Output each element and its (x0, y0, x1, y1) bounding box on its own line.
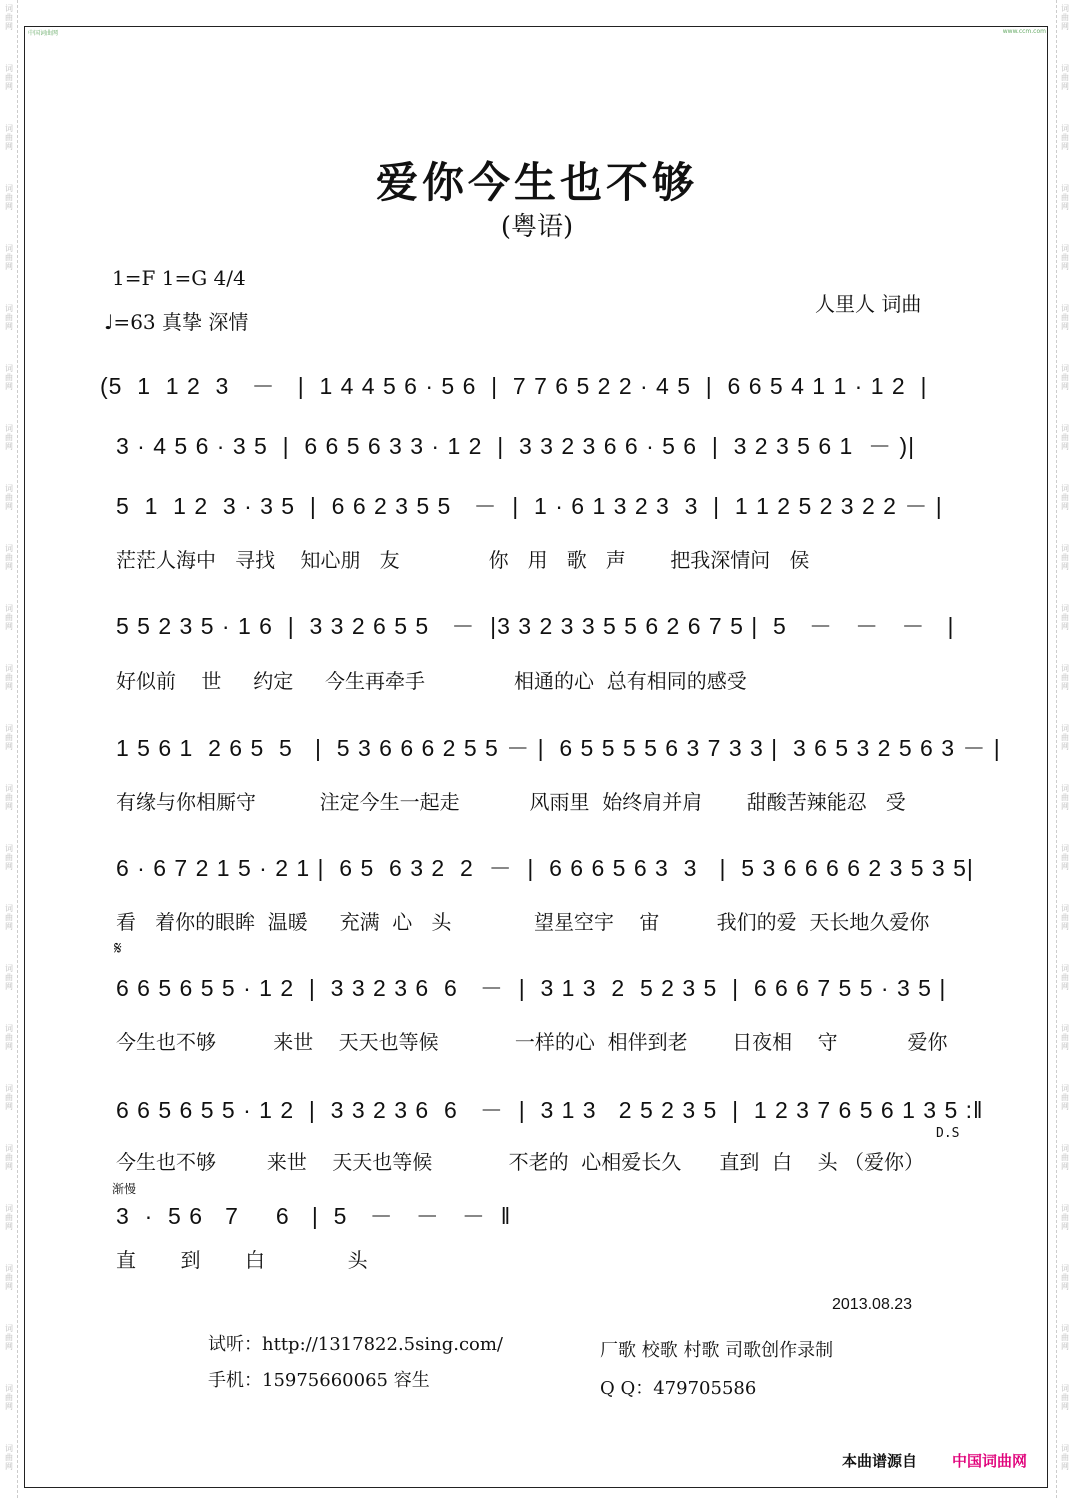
watermark-text: 词 曲 网 (1061, 1384, 1069, 1411)
watermark-text: 词 曲 网 (5, 64, 13, 91)
watermark-text: 词 曲 网 (5, 364, 13, 391)
phone-number: 手机：15975660065 容生 (208, 1370, 430, 1391)
ds-mark: D.S (936, 1126, 960, 1141)
key-signature: 1=F 1=G 4/4 (112, 266, 246, 290)
top-right-tag: www.ccm.com (1002, 28, 1046, 35)
watermark-text: 词 曲 网 (1061, 124, 1069, 151)
author-credit: 人里人 词曲 (815, 292, 922, 316)
watermark-text: 词 曲 网 (5, 1384, 13, 1411)
watermark-text: 词 曲 网 (1061, 964, 1069, 991)
music-line: 6 6 5 6 5 5 · 1 2 | 3 3 2 3 6 6 － | 3 1 3 2 5 2 3 5 | 1 2 3 7 6 5 6 1 3 5 :‖ (116, 1097, 984, 1123)
music-line: 5 1 1 2 3 · 3 5 | 6 6 2 3 5 5 － | 1 · 6 1 3 2 3 3 | 1 1 2 5 2 3 2 2 － | (116, 493, 943, 519)
watermark-text: 词 曲 网 (1061, 1084, 1069, 1111)
watermark-text: 词 曲 网 (1061, 424, 1069, 451)
watermark-text: 词 曲 网 (1061, 244, 1069, 271)
listen-link: 试听：http://1317822.5sing.com/ (208, 1334, 503, 1355)
watermark-text: 词 曲 网 (5, 904, 13, 931)
qq-number: Q Q：479705586 (600, 1378, 757, 1399)
watermark-text: 词 曲 网 (5, 184, 13, 211)
music-line: 1 5 6 1 2 6 5 5 | 5 3 6 6 6 2 5 5 － | 6 5 5 5 5 6 3 7 3 3 | 3 6 5 3 2 5 6 3 － | (116, 735, 1001, 761)
lyric-line: 今生也不够 来世 天天也等候 一样的心 相伴到老 日夜相 守 爱你 (116, 1030, 948, 1054)
watermark-text: 词 曲 网 (5, 1084, 13, 1111)
watermark-text: 词 曲 网 (5, 1144, 13, 1171)
watermark-text: 词 曲 网 (5, 1324, 13, 1351)
source-site: 中国词曲网 (952, 1452, 1028, 1470)
watermark-text: 词 曲 网 (5, 664, 13, 691)
watermark-text: 词 曲 网 (5, 304, 13, 331)
watermark-text: 词 曲 网 (1061, 484, 1069, 511)
slowing-mark: 渐慢 (112, 1182, 137, 1196)
watermark-text: 词 曲 网 (1061, 184, 1069, 211)
watermark-text: 词 曲 网 (1061, 544, 1069, 571)
watermark-text: 词 曲 网 (1061, 1204, 1069, 1231)
music-line: (5 1 1 2 3 － | 1 4 4 5 6 · 5 6 | 7 7 6 5 2 2 · 4 5 | 6 6 5 4 1 1 · 1 2 | (100, 373, 928, 399)
tempo-marking: ♩=63 真挚 深情 (104, 310, 249, 334)
watermark-text: 词 曲 网 (5, 424, 13, 451)
watermark-text: 词 曲 网 (5, 604, 13, 631)
production-note: 厂歌 校歌 村歌 司歌创作录制 (600, 1340, 834, 1361)
watermark-text: 词 曲 网 (5, 844, 13, 871)
lyric-line: 有缘与你相厮守 注定今生一起走 风雨里 始终肩并肩 甜酸苦辣能忍 受 (116, 790, 906, 814)
watermark-text: 词 曲 网 (5, 1444, 13, 1471)
watermark-text: 词 曲 网 (1061, 4, 1069, 31)
segno-mark: 𝄋 (114, 938, 122, 959)
watermark-text: 词 曲 网 (1061, 1444, 1069, 1471)
watermark-text: 词 曲 网 (1061, 364, 1069, 391)
watermark-text: 词 曲 网 (1061, 784, 1069, 811)
watermark-text: 词 曲 网 (5, 964, 13, 991)
watermark-text: 词 曲 网 (1061, 1144, 1069, 1171)
music-line: 3 · 4 5 6 · 3 5 | 6 6 5 6 3 3 · 1 2 | 3 3 2 3 6 6 · 5 6 | 3 2 3 5 6 1 － )| (116, 433, 916, 459)
watermark-text: 词 曲 网 (1061, 844, 1069, 871)
lyric-line: 今生也不够 来世 天天也等候 不老的 心相爱长久 直到 白 头 （爱你） (116, 1150, 924, 1174)
watermark-text: 词 曲 网 (1061, 304, 1069, 331)
lyric-line: 直 到 白 头 (116, 1248, 368, 1272)
watermark-text: 词 曲 网 (5, 1024, 13, 1051)
composition-date: 2013.08.23 (832, 1296, 913, 1313)
watermark-text: 词 曲 网 (5, 544, 13, 571)
top-left-tag: 中国词曲网 (28, 30, 59, 37)
watermark-text: 词 曲 网 (5, 484, 13, 511)
watermark-text: 词 曲 网 (5, 4, 13, 31)
watermark-text: 词 曲 网 (5, 244, 13, 271)
song-title: 爱你今生也不够 (375, 158, 698, 207)
song-subtitle: (粤语) (500, 212, 574, 242)
watermark-text: 词 曲 网 (1061, 1324, 1069, 1351)
music-line: 6 · 6 7 2 1 5 · 2 1 | 6 5 6 3 2 2 － | 6 6 6 5 6 3 3 | 5 3 6 6 6 6 2 3 5 3 5| (116, 855, 974, 881)
music-line: 6 6 5 6 5 5 · 1 2 | 3 3 2 3 6 6 － | 3 1 3 2 5 2 3 5 | 6 6 6 7 5 5 · 3 5 | (116, 975, 947, 1001)
lyric-line: 看 着你的眼眸 温暖 充满 心 头 望星空宇 宙 我们的爱 天长地久爱你 (116, 910, 930, 934)
watermark-text: 词 曲 网 (1061, 604, 1069, 631)
lyric-line: 好似前 世 约定 今生再牵手 相通的心 总有相同的感受 (116, 669, 747, 693)
watermark-text: 词 曲 网 (1061, 64, 1069, 91)
source-prefix: 本曲谱源自 (842, 1452, 918, 1470)
watermark-text: 词 曲 网 (5, 1264, 13, 1291)
watermark-text: 词 曲 网 (5, 784, 13, 811)
watermark-text: 词 曲 网 (1061, 664, 1069, 691)
lyric-line: 茫茫人海中 寻找 知心朋 友 你 用 歌 声 把我深情问 侯 (116, 548, 810, 572)
watermark-text: 词 曲 网 (1061, 904, 1069, 931)
watermark-text: 词 曲 网 (5, 124, 13, 151)
music-line: 3 · 5 6 7 6 | 5 － － － ‖ (116, 1203, 512, 1229)
watermark-text: 词 曲 网 (5, 724, 13, 751)
music-line: 5 5 2 3 5 · 1 6 | 3 3 2 6 5 5 － |3 3 2 3 3 5 5 6 2 6 7 5 | 5 － － － | (116, 613, 955, 639)
watermark-text: 词 曲 网 (5, 1204, 13, 1231)
watermark-text: 词 曲 网 (1061, 1264, 1069, 1291)
watermark-text: 词 曲 网 (1061, 724, 1069, 751)
watermark-text: 词 曲 网 (1061, 1024, 1069, 1051)
